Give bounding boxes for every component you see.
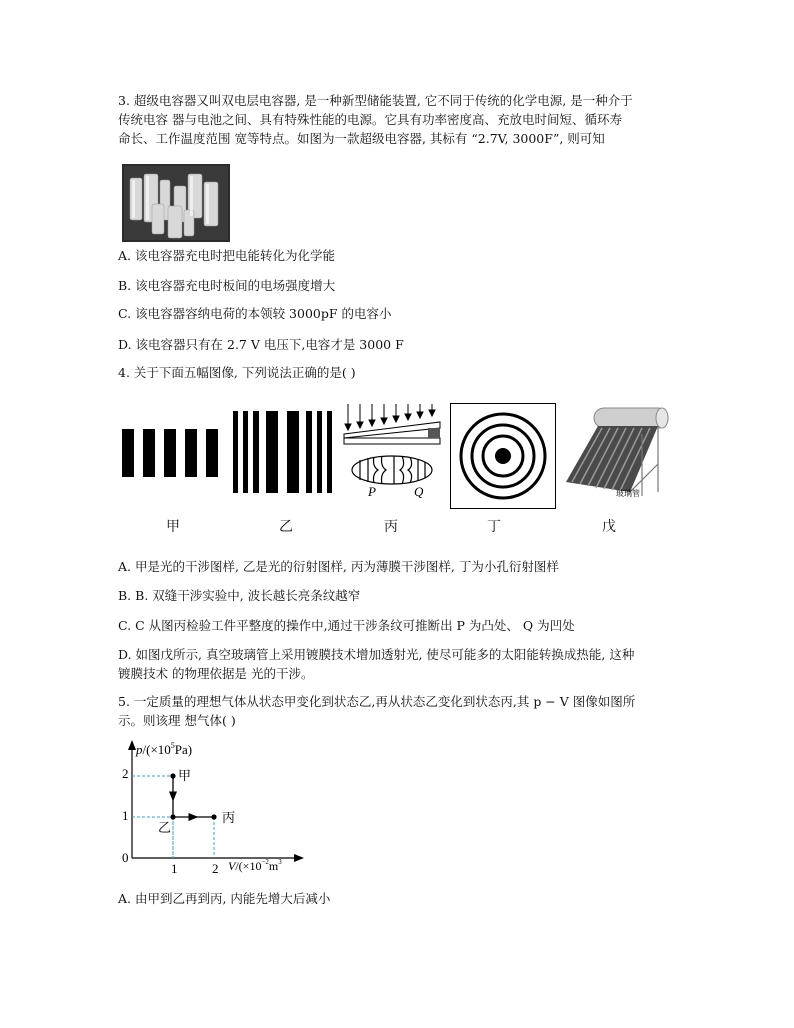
figure-label-ding: 丁 bbox=[487, 519, 501, 535]
process-arrow-0 bbox=[169, 792, 177, 802]
q4-option-d-line-1: D. 如图戊所示, 真空玻璃管上采用镀膜技术增加透射光, 使尽可能多的太阳能转换成热能, 这种 bbox=[118, 647, 635, 662]
q4-option-a: A. 甲是光的干涉图样, 乙是光的衍射图样, 丙为薄膜干涉图样, 丁为小孔衍射图样 bbox=[118, 559, 559, 574]
point-p-label: P bbox=[368, 484, 376, 499]
q3-option-b: B. 该电容器充电时板间的电场强度增大 bbox=[118, 278, 336, 293]
x-tick-2: 2 bbox=[212, 861, 219, 876]
q5-line-1: 5. 一定质量的理想气体从状态甲变化到状态乙,再从状态乙变化到状态丙,其 p − V 图像如图所 bbox=[118, 694, 636, 709]
state-point-0 bbox=[170, 773, 175, 778]
state-point-1 bbox=[170, 814, 175, 819]
q4-stem: 4. 关于下面五幅图像, 下列说法正确的是( ) bbox=[118, 365, 356, 380]
y-axis-label: $p/(\times 10^5Pa)$ bbox=[136, 741, 193, 757]
pv-graph bbox=[110, 738, 310, 878]
state-point-2 bbox=[211, 814, 216, 819]
glass-tube-label: 玻璃管 bbox=[616, 489, 640, 498]
figure-bing-thin-film bbox=[342, 402, 442, 500]
x-tick-1: 1 bbox=[171, 861, 178, 876]
q3-line-1: 3. 超级电容器又叫双电层电容器, 是一种新型储能装置, 它不同于传统的化学电源, 是一种介于 bbox=[118, 93, 633, 108]
supercapacitor-photo bbox=[122, 164, 230, 242]
figure-jia-interference bbox=[122, 429, 218, 477]
y-tick-1: 1 bbox=[122, 808, 129, 823]
q4-option-c: C. C 从图丙检验工件平整度的操作中,通过干涉条纹可推断出 P 为凸处、 Q 为凹处 bbox=[118, 618, 575, 633]
state-yi-label: 乙 bbox=[158, 820, 172, 835]
origin-label: 0 bbox=[122, 850, 129, 865]
q5-option-a: A. 由甲到乙再到丙, 内能先增大后减小 bbox=[118, 891, 331, 906]
q5-line-2: 示。则该理 想气体( ) bbox=[118, 713, 236, 728]
q4-option-b: B. B. 双缝干涉实验中, 波长越长亮条纹越窄 bbox=[118, 588, 361, 603]
q3-line-3: 命长、工作温度范围 宽等特点。如图为一款超级电容器, 其标有 “2.7V, 3000F”, 则可知 bbox=[118, 131, 605, 146]
figure-label-bing: 丙 bbox=[384, 519, 398, 535]
y-tick-2: 2 bbox=[122, 766, 129, 781]
q4-option-d-line-2: 镀膜技术 的物理依据是 光的干涉。 bbox=[118, 666, 314, 681]
point-q-label: Q bbox=[414, 484, 424, 499]
figure-label-jia: 甲 bbox=[166, 519, 180, 535]
figure-wu-solar-heater bbox=[558, 404, 674, 502]
state-jia-label: 甲 bbox=[178, 768, 192, 783]
q3-option-d: D. 该电容器只有在 2.7 V 电压下,电容才是 3000 F bbox=[118, 337, 404, 352]
x-axis-label: $V/(\times 10^{-2}m^3$ bbox=[228, 858, 282, 873]
q3-line-2: 传统电容 器与电池之间、具有特殊性能的电源。它具有功率密度高、充放电时间短、循环寿 bbox=[118, 112, 622, 127]
figure-yi-diffraction bbox=[233, 411, 333, 493]
process-arrow-1 bbox=[189, 813, 199, 821]
figure-label-wu: 戊 bbox=[602, 519, 616, 535]
q3-option-c: C. 该电容器容纳电荷的本领较 3000pF 的电容小 bbox=[118, 306, 392, 321]
figure-ding-circular-pattern bbox=[450, 403, 556, 509]
q3-option-a: A. 该电容器充电时把电能转化为化学能 bbox=[118, 248, 335, 263]
figure-label-yi: 乙 bbox=[279, 519, 293, 535]
state-bing-label: 丙 bbox=[222, 810, 236, 825]
